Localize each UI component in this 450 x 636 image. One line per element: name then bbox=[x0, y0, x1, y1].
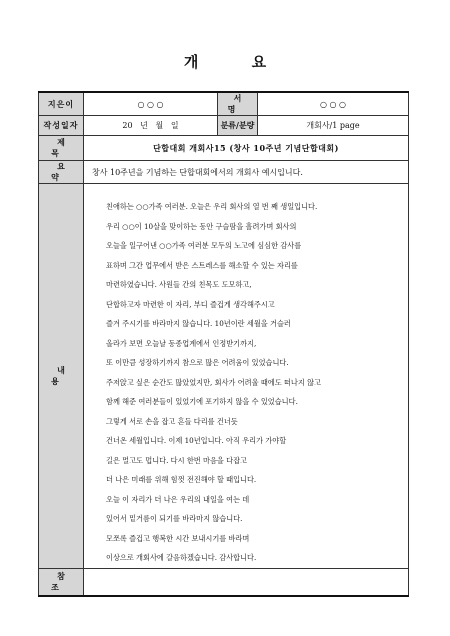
reference-value bbox=[84, 568, 409, 596]
signature-value: ○ ○ ○ bbox=[258, 92, 409, 116]
content-line: 그렇게 서로 손을 잡고 흔들 다리를 건너듯 bbox=[106, 416, 238, 426]
content-line: 즐겨 주시기를 바라마지 않습니다. 10년이란 세월을 거슬러 bbox=[106, 319, 291, 328]
author-label: 지은이 bbox=[39, 92, 84, 116]
document-title: 개 요 bbox=[183, 53, 291, 71]
category-value: 개회사/1 page bbox=[258, 116, 409, 136]
overview-form bbox=[38, 91, 409, 597]
content-lines bbox=[106, 197, 398, 568]
title-label: 제 목 bbox=[39, 136, 84, 161]
content-line: 함께 해준 여러분들이 있었기에 포기하지 않을 수 있었습니다. bbox=[106, 397, 298, 406]
content-line: 올라가 보면 오늘날 동종업계에서 인정받기까지, bbox=[106, 338, 257, 348]
content-body bbox=[84, 184, 409, 569]
content-line: 마련하였습니다. 사원들 간의 친목도 도모하고, bbox=[106, 280, 252, 289]
content-line: 이상으로 개회사에 갈음하겠습니다. 감사합니다. bbox=[106, 553, 257, 562]
category-label: 분류/분량 bbox=[218, 116, 258, 136]
content-line: 오늘 이 자리가 더 나은 우리의 내일을 여는 데 bbox=[106, 494, 250, 504]
content-line: 모쪼록 즐겁고 행복한 시간 보내시기를 바라며 bbox=[106, 533, 250, 543]
reference-label: 참 조 bbox=[39, 568, 84, 596]
title-value: 단합대회 개회사15 (창사 10주년 기념단합대회) bbox=[84, 136, 409, 161]
content-line: 있어서 밑거름이 되기를 바라마지 않습니다. bbox=[106, 514, 243, 523]
content-line: 건너온 세월입니다. 이제 10년입니다. 아직 우리가 가야할 bbox=[106, 436, 287, 445]
content-line: 오늘을 일구어낸 ○○가족 여러분 모두의 노고에 심심한 감사를 bbox=[106, 241, 302, 250]
content-line: 주저앉고 싶은 순간도 많았었지만, 회사가 어려울 때에도 떠나지 않고 bbox=[106, 377, 321, 387]
content-line: 표하며 그간 업무에서 받은 스트레스를 해소할 수 있는 자리를 bbox=[106, 260, 298, 270]
signature-label: 서 명 bbox=[218, 92, 258, 116]
content-line: 단합하고자 마련한 이 자리, 부디 즐겁게 생각해주시고 bbox=[106, 299, 275, 309]
content-line: 또 이만큼 성장하기까지 참으로 많은 어려움이 있었습니다. bbox=[106, 358, 289, 367]
content-line: 친애하는 ○○가족 여러분. 오늘은 우리 회사의 열 번 째 생일입니다. bbox=[106, 202, 318, 211]
author-value: ○ ○ ○ bbox=[84, 92, 218, 116]
date-value: 20 년 월 일 bbox=[84, 116, 218, 136]
summary-value: 창사 10주년을 기념하는 단합대회에서의 개회사 예시입니다. bbox=[84, 161, 409, 184]
date-label: 작성일자 bbox=[39, 116, 84, 136]
content-line: 길은 멀고도 멉니다. 다시 한번 마음을 다잡고 bbox=[106, 455, 247, 465]
content-line: 더 나은 미래를 위해 힘껏 전진해야 할 때입니다. bbox=[106, 475, 257, 484]
content-label: 내 용 bbox=[39, 184, 84, 569]
summary-label: 요 약 bbox=[39, 161, 84, 184]
content-line: 우리 ○○이 10살을 맞이하는 동안 구슬땀을 흘려가며 회사의 bbox=[106, 221, 297, 231]
